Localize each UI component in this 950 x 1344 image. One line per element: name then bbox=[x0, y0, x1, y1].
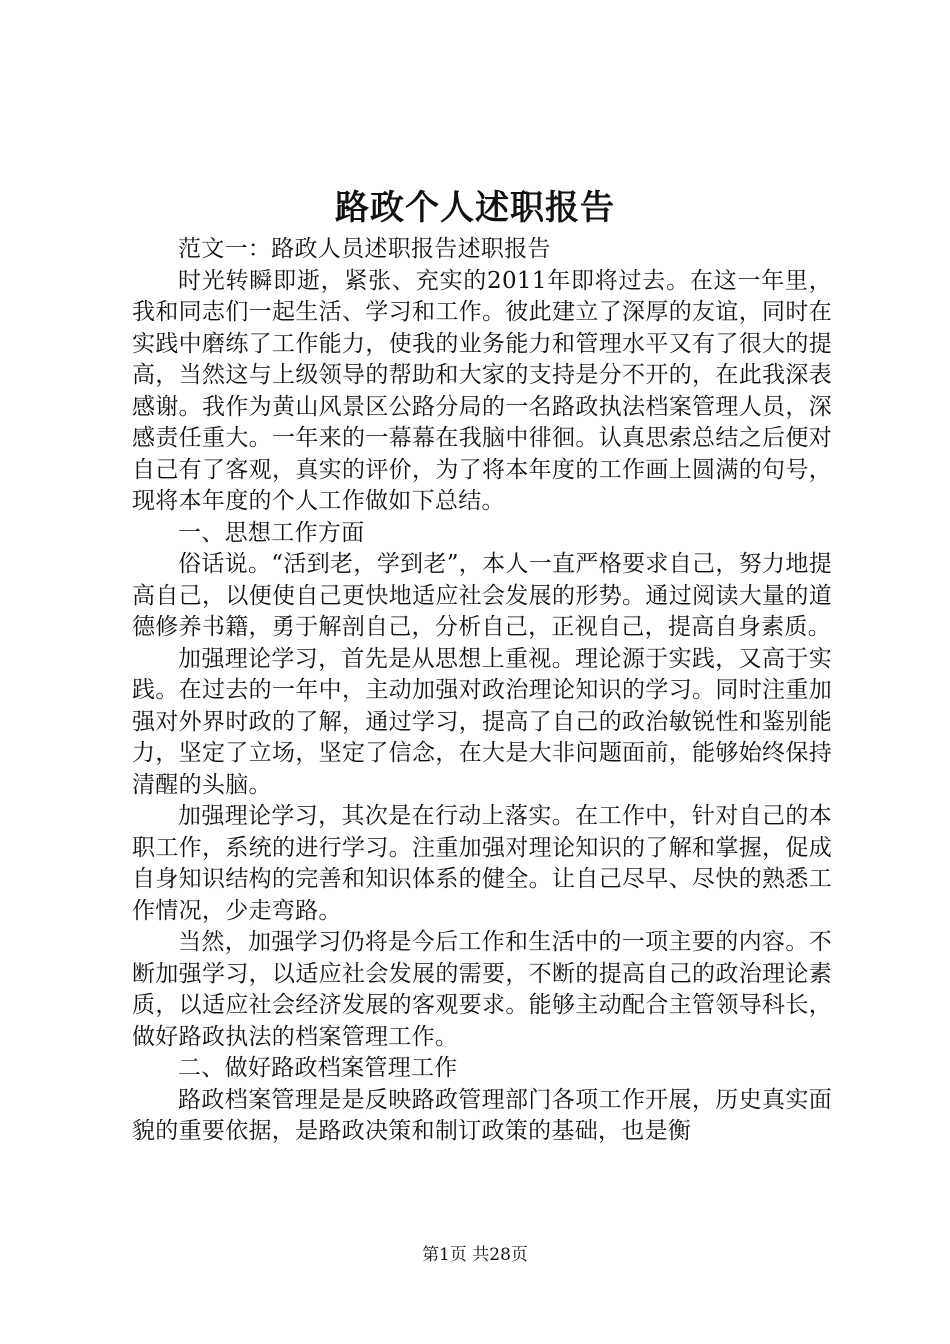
page-number: 第1页 共28页 bbox=[422, 1245, 528, 1265]
paragraph-2: 加强理论学习，首先是从思想上重视。理论源于实践，又高于实践。在过去的一年中，主动加强对政治理论知识的学习。同时注重加强对外界时政的了解，通过学习，提高了自己的政治敏锐性和鉴别能力，坚定了立场，坚定了信念，在大是大非问题面前，能够始终保持清醒的头脑。 bbox=[132, 645, 832, 798]
document-title: 路政个人述职报告 bbox=[335, 188, 615, 228]
paragraph-5: 路政档案管理是是反映路政管理部门各项工作开展，历史真实面貌的重要依据，是路政决策和制订政策的基础，也是衡 bbox=[132, 1086, 832, 1144]
paragraph-4: 当然，加强学习仍将是今后工作和生活中的一项主要的内容。不断加强学习，以适应社会发展的需要，不断的提高自己的政治理论素质，以适应社会经济发展的客观要求。能够主动配合主管领导科长，做好路政执法的档案管理工作。 bbox=[132, 929, 832, 1050]
section-heading-1: 一、思想工作方面 bbox=[178, 519, 365, 546]
paragraph-3: 加强理论学习，其次是在行动上落实。在工作中，针对自己的本职工作，系统的进行学习。注重加强对理论知识的了解和掌握，促成自身知识结构的完善和知识体系的健全。让自己尽早、尽快的熟悉工作情况，少走弯路。 bbox=[132, 803, 832, 924]
paragraph-1: 俗话说。“活到老，学到老”，本人一直严格要求自己，努力地提高自己，以便使自己更快地适应社会发展的形势。通过阅读大量的道德修养书籍，勇于解剖自己，分析自己，正视自己，提高自身素质。 bbox=[132, 551, 832, 640]
section-heading-2: 二、做好路政档案管理工作 bbox=[178, 1055, 458, 1081]
paragraph-subtitle: 范文一：路政人员述职报告述职报告 bbox=[178, 236, 551, 262]
paragraph-intro: 时光转瞬即逝，紧张、充实的2011年即将过去。在这一年里，我和同志们一起生活、学习和工作。彼此建立了深厚的友谊，同时在实践中磨练了工作能力，使我的业务能力和管理水平又有了很大的提高，当然这与上级领导的帮助和大家的支持是分不开的，在此我深表感谢。我作为黄山风景区公路分局的一名路政执法档案管理人员，深感责任重大。一年来的一幕幕在我脑中徘徊。认真思索总结之后便对自己有了客观，真实的评价，为了将本年度的工作画上圆满的句号，现将本年度的个人工作做如下总结。 bbox=[132, 267, 832, 514]
document-body bbox=[132, 234, 832, 1148]
